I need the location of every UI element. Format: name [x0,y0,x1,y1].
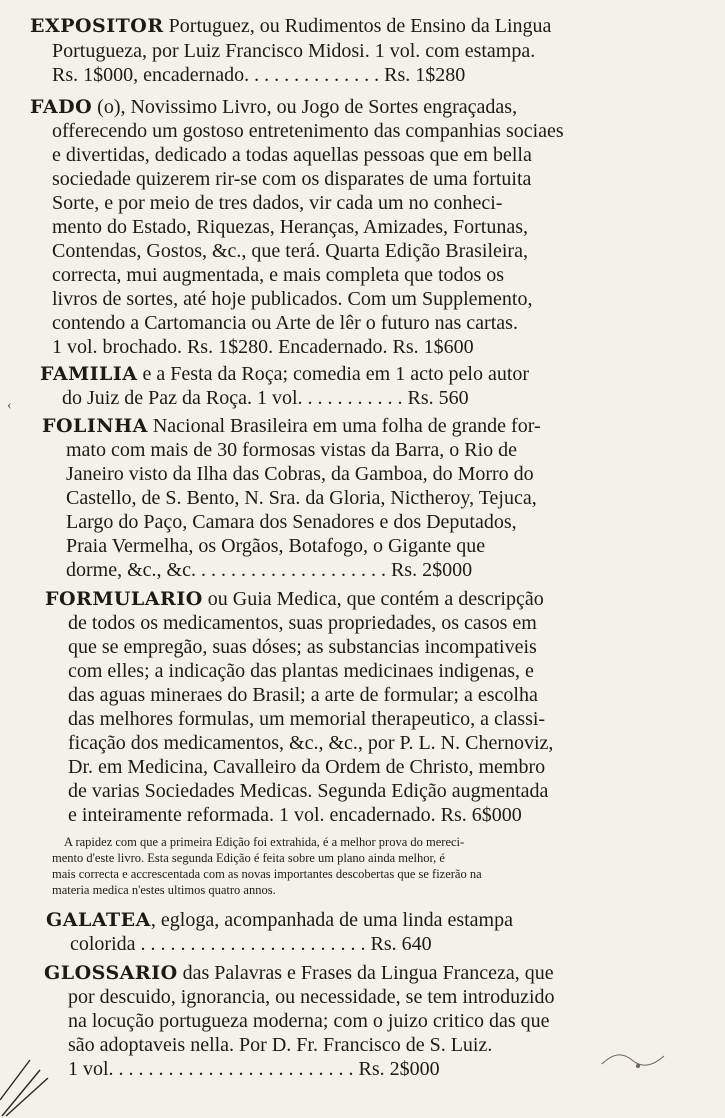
ink-smudge-icon [598,1044,668,1074]
entry-line: FAMILIA e a Festa da Roça; comedia em 1 acto pelo autor [40,363,530,385]
footnote-line: materia medica n'estes ultimos quatro annos. [52,883,276,897]
entry-line: colorida . . . . . . . . . . . . . . . . . . . . . . . Rs. 640 [70,933,432,955]
footnote-line: mais correcta e accrescentada com as novas importantes descobertas que se fizerão na [52,867,482,881]
entry-line: FOLINHA Nacional Brasileira em uma folha de grande for- [42,415,541,437]
entry-line: FORMULARIO ou Guia Medica, que contém a descripção [45,588,544,610]
entry-line: Rs. 1$000, encadernado. . . . . . . . . . . . . . Rs. 1$280 [52,64,466,86]
entry-line: GALATEA, egloga, acompanhada de uma linda estampa [46,909,513,931]
entry-keyword: FOLINHA [42,415,148,437]
entry-line: Janeiro visto da Ilha das Cobras, da Gamboa, do Morro do [66,463,534,485]
entry-line: livros de sortes, até hoje publicados. Com um Supplemento, [52,288,533,310]
entry-line: FADO (o), Novissimo Livro, ou Jogo de Sortes engraçadas, [30,96,518,118]
entry-line: Largo do Paço, Camara dos Senadores e dos Deputados, [66,511,517,533]
entry-line: e divertidas, dedicado a todas aquellas pessoas que em bella [52,144,532,166]
entry-line: EXPOSITOR Portuguez, ou Rudimentos de Ensino da Lingua [30,15,552,37]
entry-line: das melhores formulas, um memorial therapeutico, a classi- [68,708,546,730]
entry-line: sociedade quizerem rir-se com os disparates de uma fortuita [52,168,532,190]
entry-line: que se empregão, suas dóses; as substancias incompativeis [68,636,537,658]
entry-line: de varias Sociedades Medicas. Segunda Edição augmentada [68,780,549,802]
entry-line: das aguas mineraes do Brasil; a arte de formular; a escolha [68,684,538,706]
entry-keyword: GALATEA [46,909,151,931]
entry-line: Dr. em Medicina, Cavalleiro da Ordem de Christo, membro [68,756,546,778]
entry-keyword: FAMILIA [40,363,138,385]
entry-keyword: EXPOSITOR [30,15,164,37]
entry-line: Contendas, Gostos, &c., que terá. Quarta Edição Brasileira, [52,240,528,262]
margin-mark: ‹ [7,398,12,413]
entry-line: Castello, de S. Bento, N. Sra. da Gloria, Nictheroy, Tejuca, [66,487,537,509]
entry-line: ficação dos medicamentos, &c., &c., por P. L. N. Chernoviz, [68,732,554,754]
entry-line: mento do Estado, Riquezas, Heranças, Amizades, Fortunas, [52,216,528,238]
footnote-line: A rapidez com que a primeira Edição foi extrahida, é a melhor prova do mereci- [64,835,465,849]
entry-line: por descuido, ignorancia, ou necessidade, se tem introduzido [68,986,555,1008]
entry-line: contendo a Cartomancia ou Arte de lêr o futuro nas cartas. [52,312,518,334]
footnote-line: mento d'este livro. Esta segunda Edição é feita sobre um plano ainda melhor, é [52,851,445,865]
entry-line: são adoptaveis nella. Por D. Fr. Francisco de S. Luiz. [68,1034,493,1056]
entry-line: Praia Vermelha, os Orgãos, Botafogo, o Gigante que [66,535,486,557]
entry-keyword: FORMULARIO [45,588,203,610]
entry-line: Portugueza, por Luiz Francisco Midosi. 1 vol. com estampa. [52,40,536,62]
entry-line: dorme, &c., &c. . . . . . . . . . . . . . . . . . . . Rs. 2$000 [66,559,473,581]
entry-line: mato com mais de 30 formosas vistas da Barra, o Rio de [66,439,518,461]
entry-keyword: GLOSSARIO [44,962,178,984]
entry-line: com elles; a indicação das plantas medicinaes indigenas, e [68,660,534,682]
entry-keyword: FADO [30,96,93,118]
entry-line: 1 vol. . . . . . . . . . . . . . . . . . . . . . . . . Rs. 2$000 [68,1058,440,1080]
entry-line: Sorte, e por meio de tres dados, vir cada um no conheci- [52,192,503,214]
entry-line: de todos os medicamentos, suas propriedades, os casos em [68,612,537,634]
corner-scratch-icon [0,1050,60,1118]
entry-line: 1 vol. brochado. Rs. 1$280. Encadernado. Rs. 1$600 [52,336,474,358]
entry-line: correcta, mui augmentada, e mais completa que todos os [52,264,505,286]
entry-line: e inteiramente reformada. 1 vol. encadernado. Rs. 6$000 [68,804,522,826]
entry-line: GLOSSARIO das Palavras e Frases da Lingua Franceza, que [44,962,554,984]
entry-line: na locução portugueza moderna; com o juizo critico das que [68,1010,550,1032]
entry-line: offerecendo um gostoso entretenimento das companhias sociaes [52,120,564,142]
entry-line: do Juiz de Paz da Roça. 1 vol. . . . . . . . . . . Rs. 560 [62,387,469,409]
